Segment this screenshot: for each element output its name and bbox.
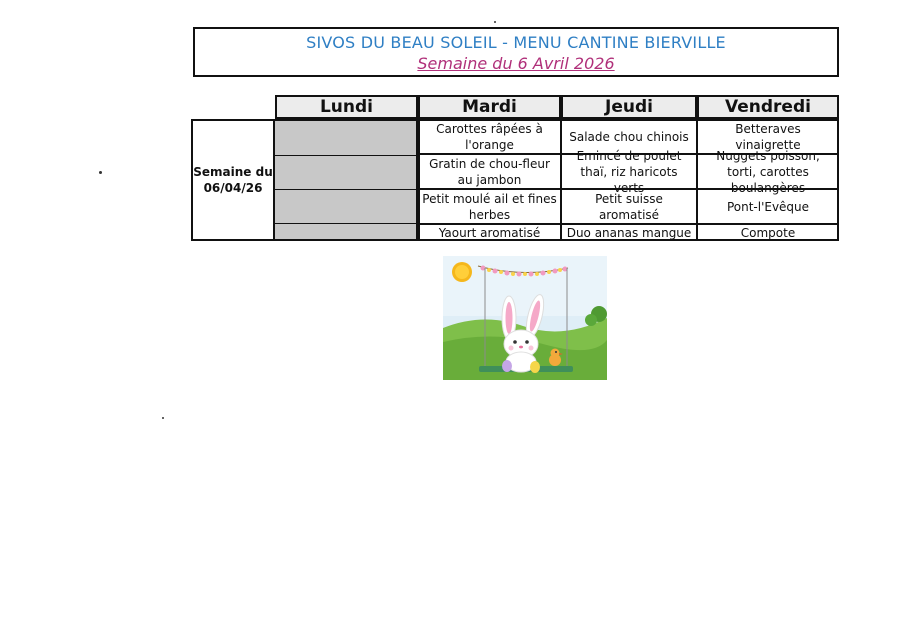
menu-cell-jeudi-plat: Emincé de poulet thaï, riz haricots verts [561, 154, 697, 189]
menu-cell-jeudi-dessert: Duo ananas mangue [561, 224, 697, 241]
menu-cell-vendredi-dessert: Compote [697, 224, 839, 241]
menu-cell-jeudi-entree: Salade chou chinois [561, 119, 697, 154]
menu-cell-vendredi-fromage: Pont-l'Evêque [697, 189, 839, 224]
day-header-mardi: Mardi [418, 95, 561, 119]
scan-speck [162, 417, 164, 419]
week-label-cell [191, 119, 275, 241]
day-header-vendredi: Vendredi [697, 95, 839, 119]
menu-cell-jeudi-fromage: Petit suisse aromatisé [561, 189, 697, 224]
day-header-jeudi: Jeudi [561, 95, 697, 119]
lundi-column-empty [275, 119, 418, 241]
menu-title: SIVOS DU BEAU SOLEIL - MENU CANTINE BIERVILLE [306, 33, 726, 52]
scan-speck [99, 171, 102, 174]
menu-cell-mardi-fromage: Petit moulé ail et fines herbes [418, 189, 561, 224]
menu-header [193, 27, 839, 77]
menu-cell-mardi-entree: Carottes râpées à l'orange [418, 119, 561, 154]
menu-cell-vendredi-entree: Betteraves vinaigrette [697, 119, 839, 154]
menu-cell-vendredi-plat: Nuggets poisson, torti, carottes boulangères [697, 154, 839, 189]
menu-week-subtitle: Semaine du 6 Avril 2026 [417, 54, 615, 73]
scan-speck [494, 21, 496, 23]
day-header-lundi: Lundi [275, 95, 418, 119]
menu-cell-mardi-plat: Gratin de chou-fleur au jambon [418, 154, 561, 189]
week-label: Semaine du 06/04/26 [193, 165, 273, 195]
menu-cell-mardi-dessert: Yaourt aromatisé [418, 224, 561, 241]
easter-bunny-swing-illustration [443, 256, 607, 380]
